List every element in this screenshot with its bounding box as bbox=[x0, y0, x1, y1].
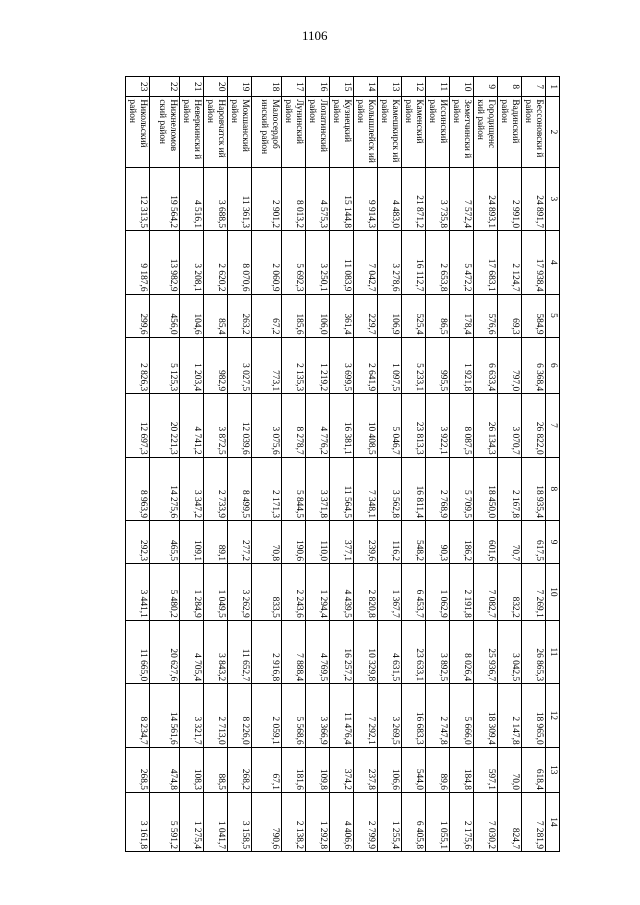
value-cell: 4 575,3 bbox=[306, 167, 330, 230]
value-cell: 3 269,5 bbox=[378, 684, 402, 747]
value-cell: 5 233,1 bbox=[402, 337, 426, 394]
value-cell: 106,9 bbox=[378, 294, 402, 337]
value-cell: 12 313,5 bbox=[126, 167, 150, 230]
value-cell: 597,1 bbox=[474, 747, 498, 792]
value-cell: 2 733,9 bbox=[204, 457, 228, 520]
value-cell: 185,6 bbox=[282, 294, 306, 337]
value-cell: 17 938,4 bbox=[522, 231, 546, 294]
value-cell: 10 329,8 bbox=[354, 620, 378, 683]
value-cell: 576,6 bbox=[474, 294, 498, 337]
value-cell: 26 134,3 bbox=[474, 394, 498, 457]
budget-table bbox=[125, 76, 560, 852]
value-cell: 70,0 bbox=[498, 747, 522, 792]
value-cell: 3 042,5 bbox=[498, 620, 522, 683]
value-cell: 2 768,9 bbox=[426, 457, 450, 520]
row-index-cell: 20 bbox=[204, 77, 228, 97]
value-cell: 12 039,6 bbox=[228, 394, 252, 457]
value-cell: 5 125,3 bbox=[150, 337, 180, 394]
value-cell: 525,4 bbox=[402, 294, 426, 337]
value-cell: 8 499,5 bbox=[228, 457, 252, 520]
value-cell: 2 138,2 bbox=[282, 792, 306, 851]
value-cell: 292,3 bbox=[126, 521, 150, 564]
value-cell: 982,9 bbox=[204, 337, 228, 394]
value-cell: 14 561,6 bbox=[150, 684, 180, 747]
value-cell: 3 208,1 bbox=[180, 231, 204, 294]
value-cell: 239,6 bbox=[354, 521, 378, 564]
value-cell: 8 278,7 bbox=[282, 394, 306, 457]
value-cell: 3 161,8 bbox=[126, 792, 150, 851]
value-cell: 6 453,7 bbox=[402, 564, 426, 621]
value-cell: 2 191,8 bbox=[450, 564, 474, 621]
row-index-cell: 21 bbox=[180, 77, 204, 97]
district-name-cell: Каменский район bbox=[402, 97, 426, 167]
row-index-cell: 17 bbox=[282, 77, 306, 97]
value-cell: 18 450,0 bbox=[474, 457, 498, 520]
value-cell: 8 963,9 bbox=[126, 457, 150, 520]
rotated-table-container bbox=[55, 76, 560, 852]
value-cell: 465,5 bbox=[150, 521, 180, 564]
value-cell: 3 441,1 bbox=[126, 564, 150, 621]
value-cell: 797,0 bbox=[498, 337, 522, 394]
value-cell: 474,8 bbox=[150, 747, 180, 792]
table-row bbox=[126, 77, 150, 852]
value-cell: 86,5 bbox=[426, 294, 450, 337]
district-name-cell: Вадинский район bbox=[498, 97, 522, 167]
value-cell: 18 935,4 bbox=[522, 457, 546, 520]
value-cell: 16 381,1 bbox=[330, 394, 354, 457]
value-cell: 8 070,6 bbox=[228, 231, 252, 294]
district-name-cell: Кузнецкий район bbox=[330, 97, 354, 167]
column-header: 6 bbox=[546, 337, 560, 394]
value-cell: 17 683,1 bbox=[474, 231, 498, 294]
row-index-cell: 22 bbox=[150, 77, 180, 97]
value-cell: 1 062,9 bbox=[426, 564, 450, 621]
value-cell: 3 562,8 bbox=[378, 457, 402, 520]
value-cell: 109,8 bbox=[306, 747, 330, 792]
value-cell: 2 653,8 bbox=[426, 231, 450, 294]
column-header: 4 bbox=[546, 231, 560, 294]
value-cell: 85,4 bbox=[204, 294, 228, 337]
value-cell: 18 309,4 bbox=[474, 684, 498, 747]
column-header: 14 bbox=[546, 792, 560, 851]
table-row bbox=[402, 77, 426, 852]
value-cell: 544,0 bbox=[402, 747, 426, 792]
value-cell: 19 564,2 bbox=[150, 167, 180, 230]
column-header: 5 bbox=[546, 294, 560, 337]
value-cell: 3 366,9 bbox=[306, 684, 330, 747]
column-header: 7 bbox=[546, 394, 560, 457]
value-cell: 12 697,3 bbox=[126, 394, 150, 457]
value-cell: 20 627,6 bbox=[150, 620, 180, 683]
value-cell: 1 041,7 bbox=[204, 792, 228, 851]
value-cell: 4 406,6 bbox=[330, 792, 354, 851]
header-row bbox=[546, 77, 560, 852]
value-cell: 7 269,1 bbox=[522, 564, 546, 621]
value-cell: 4 631,5 bbox=[378, 620, 402, 683]
row-index-cell: 14 bbox=[354, 77, 378, 97]
value-cell: 3 872,5 bbox=[204, 394, 228, 457]
value-cell: 26 822,0 bbox=[522, 394, 546, 457]
row-index-cell: 13 bbox=[378, 77, 402, 97]
value-cell: 67,1 bbox=[252, 747, 282, 792]
value-cell: 16 257,2 bbox=[330, 620, 354, 683]
value-cell: 1 367,7 bbox=[378, 564, 402, 621]
column-header: 1 bbox=[546, 77, 560, 97]
value-cell: 4 516,1 bbox=[180, 167, 204, 230]
value-cell: 11 564,5 bbox=[330, 457, 354, 520]
value-cell: 2 820,8 bbox=[354, 564, 378, 621]
value-cell: 299,6 bbox=[126, 294, 150, 337]
value-cell: 1 255,4 bbox=[378, 792, 402, 851]
value-cell: 9 187,6 bbox=[126, 231, 150, 294]
value-cell: 2 171,3 bbox=[252, 457, 282, 520]
table-row bbox=[252, 77, 282, 852]
value-cell: 5 046,7 bbox=[378, 394, 402, 457]
value-cell: 3 843,2 bbox=[204, 620, 228, 683]
value-cell: 277,2 bbox=[228, 521, 252, 564]
value-cell: 2 147,8 bbox=[498, 684, 522, 747]
value-cell: 1 055,1 bbox=[426, 792, 450, 851]
value-cell: 89,1 bbox=[204, 521, 228, 564]
value-cell: 2 799,9 bbox=[354, 792, 378, 851]
value-cell: 11 361,3 bbox=[228, 167, 252, 230]
district-name-cell: Лунинский район bbox=[282, 97, 306, 167]
value-cell: 1 049,5 bbox=[204, 564, 228, 621]
value-cell: 24 893,1 bbox=[474, 167, 498, 230]
table-row bbox=[282, 77, 306, 852]
value-cell: 24 891,7 bbox=[522, 167, 546, 230]
district-name-cell: Городищенс кий район bbox=[474, 97, 498, 167]
value-cell: 377,1 bbox=[330, 521, 354, 564]
value-cell: 584,9 bbox=[522, 294, 546, 337]
value-cell: 3 262,9 bbox=[228, 564, 252, 621]
district-name-cell: Нижнеломов ский район bbox=[150, 97, 180, 167]
district-name-cell: Неверкински й район bbox=[180, 97, 204, 167]
column-header: 9 bbox=[546, 521, 560, 564]
row-index-cell: 12 bbox=[402, 77, 426, 97]
column-header: 2 bbox=[546, 97, 560, 167]
value-cell: 88,5 bbox=[204, 747, 228, 792]
row-index-cell: 7 bbox=[522, 77, 546, 97]
value-cell: 4 741,2 bbox=[180, 394, 204, 457]
value-cell: 104,6 bbox=[180, 294, 204, 337]
value-cell: 2 826,3 bbox=[126, 337, 150, 394]
value-cell: 3 070,7 bbox=[498, 394, 522, 457]
value-cell: 5 709,5 bbox=[450, 457, 474, 520]
value-cell: 229,7 bbox=[354, 294, 378, 337]
value-cell: 70,7 bbox=[498, 521, 522, 564]
table-row bbox=[330, 77, 354, 852]
value-cell: 2 641,9 bbox=[354, 337, 378, 394]
district-name-cell: Колышлейск ий район bbox=[354, 97, 378, 167]
value-cell: 5 568,6 bbox=[282, 684, 306, 747]
value-cell: 11 652,7 bbox=[228, 620, 252, 683]
district-name-cell: Камешкирск ий район bbox=[378, 97, 402, 167]
value-cell: 8 026,4 bbox=[450, 620, 474, 683]
column-header: 10 bbox=[546, 564, 560, 621]
value-cell: 4 439,5 bbox=[330, 564, 354, 621]
value-cell: 361,4 bbox=[330, 294, 354, 337]
district-name-cell: Никольский район bbox=[126, 97, 150, 167]
row-index-cell: 19 bbox=[228, 77, 252, 97]
value-cell: 2 620,2 bbox=[204, 231, 228, 294]
table-row bbox=[522, 77, 546, 852]
table-body bbox=[126, 77, 546, 852]
district-name-cell: Бессоновски й район bbox=[522, 97, 546, 167]
value-cell: 10 408,5 bbox=[354, 394, 378, 457]
value-cell: 7 348,1 bbox=[354, 457, 378, 520]
value-cell: 268,5 bbox=[126, 747, 150, 792]
row-index-cell: 11 bbox=[426, 77, 450, 97]
value-cell: 6 633,4 bbox=[474, 337, 498, 394]
value-cell: 3 688,5 bbox=[204, 167, 228, 230]
value-cell: 8 226,0 bbox=[228, 684, 252, 747]
table-row bbox=[474, 77, 498, 852]
value-cell: 6 368,4 bbox=[522, 337, 546, 394]
value-cell: 16 683,3 bbox=[402, 684, 426, 747]
value-cell: 773,1 bbox=[252, 337, 282, 394]
value-cell: 178,4 bbox=[450, 294, 474, 337]
value-cell: 2 135,3 bbox=[282, 337, 306, 394]
value-cell: 2 060,9 bbox=[252, 231, 282, 294]
district-name-cell: Мокшанский район bbox=[228, 97, 252, 167]
value-cell: 23 813,3 bbox=[402, 394, 426, 457]
table-row bbox=[228, 77, 252, 852]
value-cell: 1 921,8 bbox=[450, 337, 474, 394]
value-cell: 2 747,8 bbox=[426, 684, 450, 747]
value-cell: 3 321,7 bbox=[180, 684, 204, 747]
value-cell: 790,6 bbox=[252, 792, 282, 851]
value-cell: 3 735,8 bbox=[426, 167, 450, 230]
value-cell: 190,6 bbox=[282, 521, 306, 564]
value-cell: 4 483,0 bbox=[378, 167, 402, 230]
value-cell: 8 234,7 bbox=[126, 684, 150, 747]
column-header: 3 bbox=[546, 167, 560, 230]
column-header: 12 bbox=[546, 684, 560, 747]
value-cell: 456,0 bbox=[150, 294, 180, 337]
value-cell: 5 472,2 bbox=[450, 231, 474, 294]
table-row bbox=[150, 77, 180, 852]
value-cell: 109,1 bbox=[180, 521, 204, 564]
value-cell: 7 082,7 bbox=[474, 564, 498, 621]
value-cell: 26 865,3 bbox=[522, 620, 546, 683]
value-cell: 8 087,5 bbox=[450, 394, 474, 457]
row-index-cell: 8 bbox=[498, 77, 522, 97]
value-cell: 25 936,7 bbox=[474, 620, 498, 683]
table-row bbox=[426, 77, 450, 852]
value-cell: 6 405,8 bbox=[402, 792, 426, 851]
value-cell: 18 965,0 bbox=[522, 684, 546, 747]
value-cell: 89,6 bbox=[426, 747, 450, 792]
value-cell: 2 243,6 bbox=[282, 564, 306, 621]
value-cell: 5 480,2 bbox=[150, 564, 180, 621]
value-cell: 2 167,8 bbox=[498, 457, 522, 520]
value-cell: 3 922,1 bbox=[426, 394, 450, 457]
value-cell: 67,2 bbox=[252, 294, 282, 337]
value-cell: 1 294,4 bbox=[306, 564, 330, 621]
table-row bbox=[204, 77, 228, 852]
table-row bbox=[498, 77, 522, 852]
table-row bbox=[378, 77, 402, 852]
value-cell: 186,2 bbox=[450, 521, 474, 564]
value-cell: 7 030,2 bbox=[474, 792, 498, 851]
value-cell: 3 250,1 bbox=[306, 231, 330, 294]
value-cell: 4 769,5 bbox=[306, 620, 330, 683]
value-cell: 3 892,5 bbox=[426, 620, 450, 683]
value-cell: 3 371,8 bbox=[306, 457, 330, 520]
row-index-cell: 18 bbox=[252, 77, 282, 97]
value-cell: 3 347,2 bbox=[180, 457, 204, 520]
value-cell: 2 175,6 bbox=[450, 792, 474, 851]
value-cell: 7 572,4 bbox=[450, 167, 474, 230]
value-cell: 1 284,9 bbox=[180, 564, 204, 621]
row-index-cell: 23 bbox=[126, 77, 150, 97]
table-row bbox=[450, 77, 474, 852]
value-cell: 5 666,0 bbox=[450, 684, 474, 747]
value-cell: 5 591,2 bbox=[150, 792, 180, 851]
district-name-cell: Малосердоб инский район bbox=[252, 97, 282, 167]
value-cell: 70,8 bbox=[252, 521, 282, 564]
table-row bbox=[306, 77, 330, 852]
table-row bbox=[354, 77, 378, 852]
value-cell: 5 692,3 bbox=[282, 231, 306, 294]
value-cell: 2 916,8 bbox=[252, 620, 282, 683]
value-cell: 995,5 bbox=[426, 337, 450, 394]
value-cell: 268,2 bbox=[228, 747, 252, 792]
value-cell: 7 281,9 bbox=[522, 792, 546, 851]
column-header: 8 bbox=[546, 457, 560, 520]
value-cell: 3 075,6 bbox=[252, 394, 282, 457]
column-header: 13 bbox=[546, 747, 560, 792]
value-cell: 617,5 bbox=[522, 521, 546, 564]
value-cell: 2 124,7 bbox=[498, 231, 522, 294]
value-cell: 1 097,5 bbox=[378, 337, 402, 394]
value-cell: 832,2 bbox=[498, 564, 522, 621]
value-cell: 23 633,1 bbox=[402, 620, 426, 683]
value-cell: 237,8 bbox=[354, 747, 378, 792]
value-cell: 116,2 bbox=[378, 521, 402, 564]
value-cell: 3 278,6 bbox=[378, 231, 402, 294]
value-cell: 1 203,4 bbox=[180, 337, 204, 394]
value-cell: 618,4 bbox=[522, 747, 546, 792]
value-cell: 2 059,1 bbox=[252, 684, 282, 747]
value-cell: 69,3 bbox=[498, 294, 522, 337]
row-index-cell: 10 bbox=[450, 77, 474, 97]
value-cell: 4 776,2 bbox=[306, 394, 330, 457]
value-cell: 3 699,5 bbox=[330, 337, 354, 394]
value-cell: 9 914,3 bbox=[354, 167, 378, 230]
district-name-cell: Наровчатск ий район bbox=[204, 97, 228, 167]
value-cell: 21 871,2 bbox=[402, 167, 426, 230]
district-name-cell: Земетчински й район bbox=[450, 97, 474, 167]
value-cell: 1 219,2 bbox=[306, 337, 330, 394]
value-cell: 548,2 bbox=[402, 521, 426, 564]
value-cell: 13 982,9 bbox=[150, 231, 180, 294]
value-cell: 4 705,4 bbox=[180, 620, 204, 683]
value-cell: 8 013,2 bbox=[282, 167, 306, 230]
row-index-cell: 15 bbox=[330, 77, 354, 97]
value-cell: 7 042,7 bbox=[354, 231, 378, 294]
value-cell: 263,2 bbox=[228, 294, 252, 337]
value-cell: 2 991,0 bbox=[498, 167, 522, 230]
value-cell: 106,0 bbox=[306, 294, 330, 337]
value-cell: 15 144,8 bbox=[330, 167, 354, 230]
value-cell: 11 083,9 bbox=[330, 231, 354, 294]
value-cell: 824,7 bbox=[498, 792, 522, 851]
value-cell: 20 221,3 bbox=[150, 394, 180, 457]
page-number: 1106 bbox=[302, 28, 328, 43]
value-cell: 374,2 bbox=[330, 747, 354, 792]
value-cell: 184,8 bbox=[450, 747, 474, 792]
value-cell: 90,3 bbox=[426, 521, 450, 564]
value-cell: 7 292,1 bbox=[354, 684, 378, 747]
value-cell: 181,6 bbox=[282, 747, 306, 792]
value-cell: 1 292,8 bbox=[306, 792, 330, 851]
value-cell: 3 158,5 bbox=[228, 792, 252, 851]
value-cell: 16 811,4 bbox=[402, 457, 426, 520]
row-index-cell: 9 bbox=[474, 77, 498, 97]
value-cell: 7 888,4 bbox=[282, 620, 306, 683]
district-name-cell: Лопатинский район bbox=[306, 97, 330, 167]
value-cell: 2 901,2 bbox=[252, 167, 282, 230]
row-index-cell: 16 bbox=[306, 77, 330, 97]
value-cell: 3 027,5 bbox=[228, 337, 252, 394]
district-name-cell: Иссинский район bbox=[426, 97, 450, 167]
value-cell: 11 665,0 bbox=[126, 620, 150, 683]
value-cell: 108,3 bbox=[180, 747, 204, 792]
value-cell: 2 713,0 bbox=[204, 684, 228, 747]
column-header: 11 bbox=[546, 620, 560, 683]
value-cell: 106,6 bbox=[378, 747, 402, 792]
value-cell: 110,0 bbox=[306, 521, 330, 564]
value-cell: 14 275,6 bbox=[150, 457, 180, 520]
value-cell: 833,5 bbox=[252, 564, 282, 621]
value-cell: 1 275,4 bbox=[180, 792, 204, 851]
value-cell: 601,6 bbox=[474, 521, 498, 564]
table-row bbox=[180, 77, 204, 852]
value-cell: 16 112,7 bbox=[402, 231, 426, 294]
value-cell: 5 844,5 bbox=[282, 457, 306, 520]
value-cell: 11 476,4 bbox=[330, 684, 354, 747]
